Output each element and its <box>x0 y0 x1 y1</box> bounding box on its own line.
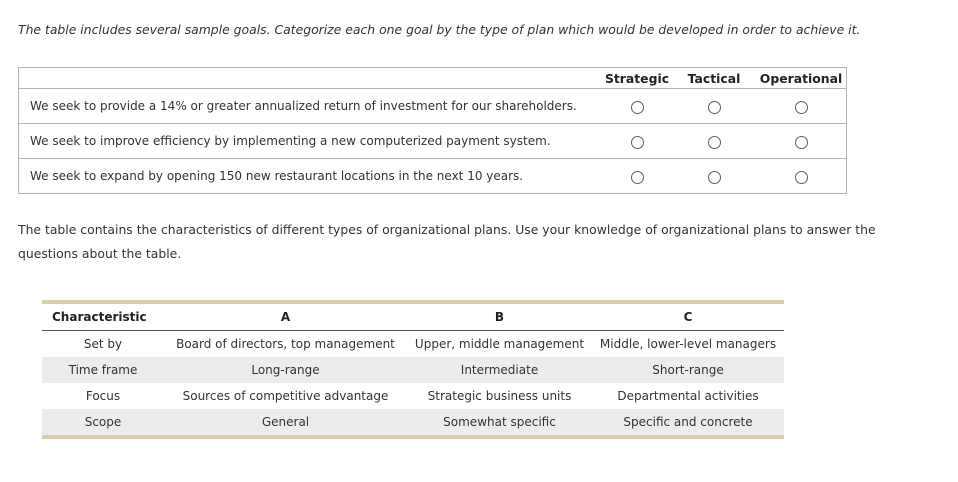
cell-a: Long-range <box>164 357 407 383</box>
characteristics-description: The table contains the characteristics of different types of organizational plans. Use your knowledge of organizational plans to answer the questions about the table. <box>18 222 876 261</box>
cell-b: Upper, middle management <box>414 337 585 351</box>
row-label: Scope <box>42 409 164 435</box>
goal-text: We seek to improve efficiency by implementing a new computerized payment system. <box>19 124 603 159</box>
cell-a: Board of directors, top management <box>176 337 395 351</box>
radio-goal3-operational[interactable] <box>795 171 808 184</box>
header-c: C <box>592 304 784 331</box>
header-tactical: Tactical <box>672 68 756 89</box>
radio-goal3-strategic[interactable] <box>631 171 644 184</box>
header-characteristic: Characteristic <box>42 304 164 331</box>
header-operational: Operational <box>756 68 847 89</box>
characteristics-table-container <box>42 300 784 439</box>
radio-goal2-operational[interactable] <box>795 136 808 149</box>
goal-row <box>19 89 847 124</box>
goal-row <box>19 124 847 159</box>
goal-text: We seek to expand by opening 150 new restaurant locations in the next 10 years. <box>19 159 603 194</box>
table-row <box>42 409 784 435</box>
row-label: Set by <box>83 337 123 351</box>
row-label: Time frame <box>42 357 164 383</box>
table-row <box>42 383 784 409</box>
radio-goal1-tactical[interactable] <box>708 101 721 114</box>
goal-column-header <box>19 68 603 89</box>
cell-a: General <box>164 409 407 435</box>
cell-c: Middle, lower-level managers <box>599 337 777 351</box>
header-b: B <box>407 304 592 331</box>
cell-b: Strategic business units <box>427 389 572 403</box>
cell-c: Short-range <box>592 357 784 383</box>
cell-c: Specific and concrete <box>592 409 784 435</box>
goal-text: We seek to provide a 14% or greater annualized return of investment for our shareholders. <box>19 89 603 124</box>
header-a: A <box>164 304 407 331</box>
goals-header-row <box>19 68 847 89</box>
goals-classification-table <box>18 67 847 194</box>
goal-row <box>19 159 847 194</box>
characteristics-table <box>42 304 784 435</box>
radio-goal2-tactical[interactable] <box>708 136 721 149</box>
header-strategic: Strategic <box>602 68 672 89</box>
cell-a: Sources of competitive advantage <box>182 389 389 403</box>
radio-goal1-operational[interactable] <box>795 101 808 114</box>
cell-b: Intermediate <box>407 357 592 383</box>
row-label: Focus <box>85 389 121 403</box>
radio-goal1-strategic[interactable] <box>631 101 644 114</box>
table-row <box>42 331 784 358</box>
radio-goal2-strategic[interactable] <box>631 136 644 149</box>
radio-goal3-tactical[interactable] <box>708 171 721 184</box>
instructions-text: The table includes several sample goals. Categorize each one goal by the type of plan which would be developed in order to achieve it. <box>18 22 861 37</box>
cell-b: Somewhat specific <box>407 409 592 435</box>
characteristics-header-row <box>42 304 784 331</box>
table-row <box>42 357 784 383</box>
cell-c: Departmental activities <box>617 389 759 403</box>
